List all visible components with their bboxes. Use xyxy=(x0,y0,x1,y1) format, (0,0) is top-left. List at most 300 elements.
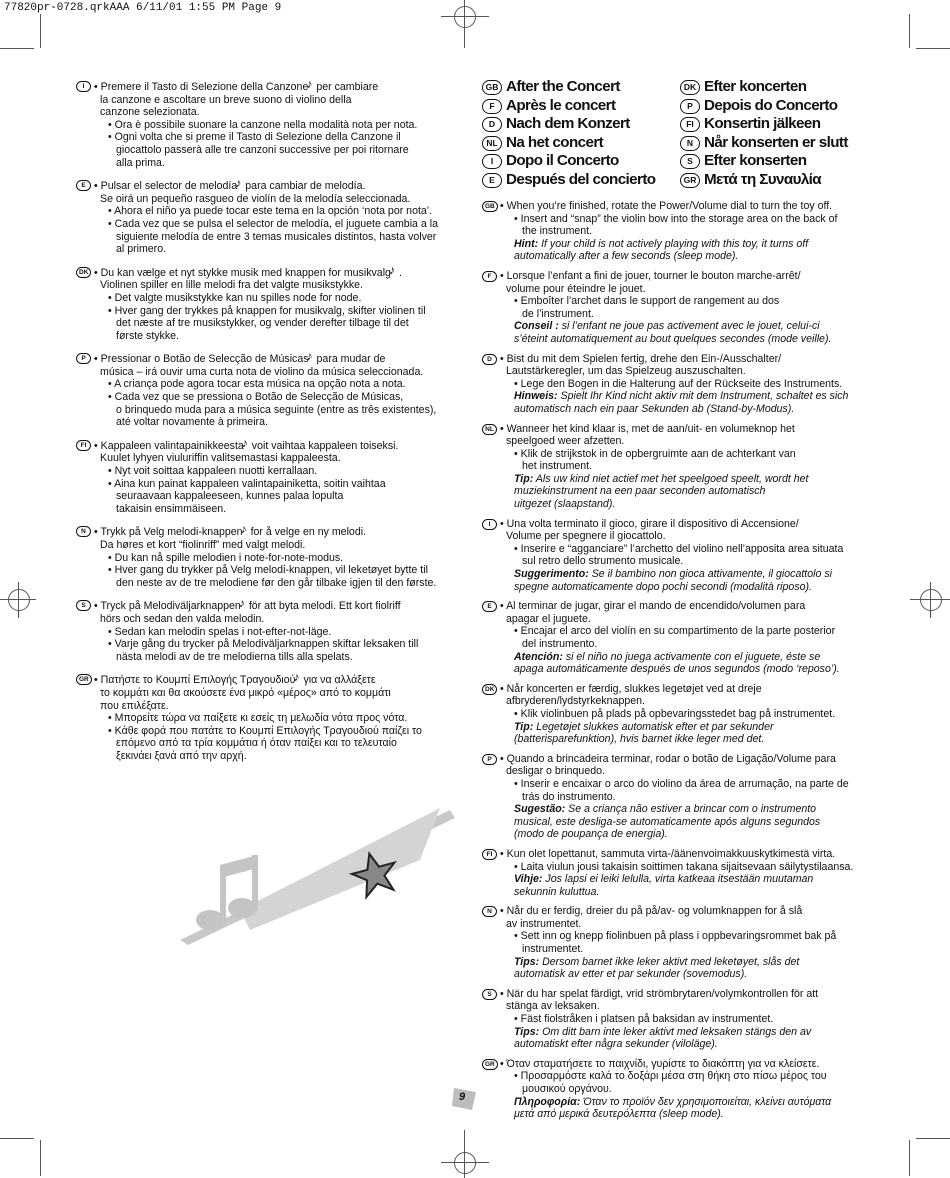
instruction-text: A criança pode agora tocar esta música na opção nota a nota. xyxy=(114,378,406,391)
heading-title: Après le concert xyxy=(506,96,616,114)
hint-line xyxy=(500,721,877,734)
instruction-line: που επιλέξατε. xyxy=(100,699,169,712)
page-number xyxy=(450,1086,478,1112)
instruction-text: Sedan kan melodin spelas i not-efter-not-läge. xyxy=(114,625,332,638)
hint-line xyxy=(500,968,877,981)
heading-row xyxy=(482,134,655,153)
instruction-text: seuraavaan kappaleeseen, kunnes palaa lopulta xyxy=(116,490,344,503)
bullet: • xyxy=(500,422,507,435)
bullet-line xyxy=(94,205,456,218)
bullet: • xyxy=(500,682,507,695)
instruction-line: canzone selezionata. xyxy=(100,106,200,119)
instruction-line: το κομμάτι και θα ακούσετε ένα μικρό «μέρος» από το κομμάτι xyxy=(100,686,391,699)
instruction-text: Trykk på Velg melodi-knappen xyxy=(100,526,243,539)
bullet-continuation xyxy=(94,503,456,516)
bullet: • xyxy=(514,1070,521,1083)
instruction-text: för att byta melodi. Ett kort fiolriff xyxy=(248,600,401,613)
instruction-first-line: • Kappaleen valintapainikkeesta♪ voit vaihtaa kappaleen toiseksi. xyxy=(94,435,399,452)
heading-title: After the Concert xyxy=(506,78,620,95)
language-badge: GR xyxy=(76,674,92,685)
bullet-line xyxy=(94,564,456,577)
instruction-section xyxy=(482,1058,877,1121)
bullet: • xyxy=(108,465,115,478)
bullet-line xyxy=(94,626,456,639)
bullet-line xyxy=(94,391,456,404)
language-badge: P xyxy=(76,353,91,364)
instruction-text: Pressionar o Botão de Selecção de Músicas xyxy=(100,353,309,366)
heading-row xyxy=(482,115,655,134)
language-badge: GB xyxy=(482,80,502,95)
hint-text: spegne automaticamente dopo pochi secondi (modalità riposo). xyxy=(514,580,812,593)
bullet-line xyxy=(94,465,456,478)
bullet: • xyxy=(94,180,101,193)
bullet-continuation xyxy=(94,651,456,664)
instruction-first-line: • Trykk på Velg melodi-knappen♪ for å velge en ny melodi. xyxy=(94,522,367,539)
bullet: • xyxy=(108,131,115,144)
hint-line xyxy=(500,873,877,886)
bullet-line xyxy=(94,119,456,132)
hint-text: si l’enfant ne joue pas activement avec le jouet, celui-ci xyxy=(561,320,820,333)
bullet-continuation xyxy=(94,330,456,343)
instruction-line: Se oirá un pequeño rasgueo de violín de la melodía seleccionada. xyxy=(100,192,411,205)
hint-text: automatisch nach ein paar Sekunden ab (Stand-by-Modus). xyxy=(514,402,795,415)
bullet: • xyxy=(500,752,507,765)
heading-title: Nach dem Konzert xyxy=(506,115,630,133)
heading-row xyxy=(680,171,848,190)
instruction-text: μουσικού οργάνου. xyxy=(522,1083,612,1095)
instruction-text: Inserir e encaixar o arco do violino da área de arrumação, na parte de xyxy=(520,777,849,790)
bullet-continuation xyxy=(500,1083,877,1096)
instruction-text: Al terminar de jugar, girar el mando de encendido/volumen para xyxy=(506,600,806,613)
instruction-text: Du kan vælge et nyt stykke musik med knappen for musikvalg xyxy=(100,266,391,279)
instruction-text: Det valgte musikstykke kan nu spilles node for node. xyxy=(114,291,362,304)
instruction-text: per cambiare xyxy=(316,81,379,93)
instruction-text: Lege den Bogen in die Halterung auf der Rückseite des Instruments. xyxy=(520,377,843,390)
instruction-text: Ahora el niño ya puede tocar este tema en la opción ‘nota por nota’. xyxy=(114,205,433,218)
instruction-text: Klik violinbuen på plads på opbevaringsstedet bag på instrumentet. xyxy=(520,707,836,720)
bullet: • xyxy=(514,212,521,225)
page-number-text: 9 xyxy=(459,1091,466,1103)
instruction-text: για να αλλάξετε xyxy=(303,674,376,687)
hint-line xyxy=(500,1096,877,1109)
hint-label: Hinweis: xyxy=(514,390,558,403)
heading-title: Efter konserten xyxy=(704,152,807,170)
instruction-text: Sett inn og knepp fiolinbuen på plass i oppbevaringsrommet bak på xyxy=(520,930,837,943)
hint-label: Atención: xyxy=(514,650,563,663)
bullet-line xyxy=(94,638,456,651)
bullet-line xyxy=(500,295,877,308)
heading-row xyxy=(680,134,848,153)
instruction-line: la canzone e ascoltare un breve suono di violino della xyxy=(100,93,352,106)
trim-mark xyxy=(40,1140,41,1176)
instruction-text: para cambiar de melodía. xyxy=(245,180,366,193)
heading-title: Når konserten er slutt xyxy=(704,133,848,151)
bullet-line xyxy=(500,543,877,556)
instruction-text: siguiente melodía de entre 3 temas musicales distintos, hasta volver xyxy=(116,230,437,243)
instruction-first-line xyxy=(500,200,877,213)
hint-text: Legetøjet slukkes automatisk efter et par sekunder xyxy=(536,720,774,733)
instruction-text: Ogni volta che si preme il Tasto di Selezione della Canzone il xyxy=(114,131,401,144)
instruction-text: Όταν σταματήσετε το παιχνίδι, γυρίστε το διακόπτη για να κλείσετε. xyxy=(506,1057,820,1070)
hint-line xyxy=(500,485,877,498)
heading-row xyxy=(482,171,655,190)
instruction-text: When you’re finished, rotate the Power/Volume dial to turn the toy off. xyxy=(506,200,833,212)
bullet-line xyxy=(94,712,456,725)
heading-row xyxy=(482,97,655,116)
instruction-text: Cada vez que se pulsa el selector de melodía, el juguete cambia a la xyxy=(114,217,438,230)
bullet-line xyxy=(94,378,456,391)
bullet-line xyxy=(94,218,456,231)
bullet: • xyxy=(94,266,101,279)
bullet: • xyxy=(514,777,521,790)
instruction-text: Quando a brincadeira terminar, rodar o botão de Ligação/Volume para xyxy=(506,752,836,765)
instruction-text: o brinquedo muda para a música seguinte (entre as três existentes), xyxy=(116,403,437,416)
hint-text: (modo de poupança de energia). xyxy=(514,828,668,841)
instruction-text: Aina kun painat kappaleen valintapainiketta, soitin vaihtaa xyxy=(114,477,386,490)
instruction-line: speelgoed weer afzetten. xyxy=(506,435,625,448)
instruction-line: volume pour éteindre le jouet. xyxy=(506,282,646,295)
hint-label: Tips: xyxy=(514,1025,540,1038)
bullet: • xyxy=(500,200,507,212)
instruction-first-line xyxy=(500,848,877,861)
hint-line xyxy=(500,663,877,676)
language-badge: DK xyxy=(680,80,700,95)
hint-line xyxy=(500,581,877,594)
bullet: • xyxy=(108,551,115,564)
bullet-line xyxy=(500,213,877,226)
instruction-text: Una volta terminato il gioco, girare il dispositivo di Accensione/ xyxy=(506,517,799,530)
instruction-first-line xyxy=(500,518,877,531)
language-badge: S xyxy=(76,600,91,611)
hint-label: Vihje: xyxy=(514,873,543,886)
bullet: • xyxy=(108,391,115,404)
bullet: • xyxy=(108,625,115,638)
hint-text: uitgezet (slaapstand). xyxy=(514,498,616,511)
hint-text: Spielt Ihr Kind nicht aktiv mit dem Instrument, schaltet es sich xyxy=(560,390,849,403)
instruction-section xyxy=(76,262,456,343)
bullet-continuation xyxy=(94,490,456,503)
bullet: • xyxy=(108,291,115,304)
instruction-section xyxy=(482,683,877,746)
bullet: • xyxy=(108,712,115,725)
instruction-text: Klik de strijkstok in de opbergruimte aan de achterkant van xyxy=(520,447,796,460)
hint-text: musical, este desliga-se automaticamente após alguns segundos xyxy=(514,815,821,828)
bullet-line xyxy=(94,725,456,738)
bullet-continuation xyxy=(94,317,456,330)
hint-text: If your child is not actively playing with this toy, it turns off xyxy=(541,237,809,250)
bullet-line xyxy=(94,292,456,305)
hint-line xyxy=(500,1038,877,1051)
bullet-continuation xyxy=(500,791,877,804)
instruction-text: Når koncerten er færdig, slukkes legetøjet ved at dreje xyxy=(506,682,762,695)
hint-line xyxy=(500,956,877,969)
hint-line xyxy=(500,238,877,251)
hint-line xyxy=(500,403,877,416)
instruction-first-line: • Tryck på Melodiväljarknappen♪ för att byta melodi. Ett kort fiolriff xyxy=(94,596,401,613)
bullet-continuation xyxy=(94,231,456,244)
bullet: • xyxy=(500,352,507,365)
instruction-section xyxy=(482,518,877,594)
heading-title: Efter koncerten xyxy=(704,78,807,95)
hint-text: Se il bambino non gioca attivamente, il giocattolo si xyxy=(591,568,832,581)
heading-row xyxy=(680,115,848,134)
heading-row xyxy=(482,152,655,171)
instruction-text: del instrumento. xyxy=(522,638,598,650)
language-badge: GB xyxy=(482,201,498,212)
instruction-line: stänga av leksaken. xyxy=(506,1000,600,1013)
hint-line xyxy=(500,803,877,816)
bullet: • xyxy=(514,377,521,390)
instruction-first-line: • Pressionar o Botão de Selecção de Músicas♪ para mudar de xyxy=(94,349,386,366)
bullet: • xyxy=(94,526,101,539)
language-badge: I xyxy=(76,81,91,92)
instruction-line: Volume per spegnere il giocattolo. xyxy=(506,530,666,543)
hint-label: Tips: xyxy=(514,955,540,968)
trim-mark xyxy=(909,14,910,48)
instruction-text: até voltar novamente à primeira. xyxy=(116,416,268,429)
hint-label: Πληροφορία: xyxy=(514,1095,581,1108)
instruction-text: Encajar el arco del violín en su compartimento de la parte posterior xyxy=(520,625,836,638)
language-badge: E xyxy=(482,601,497,612)
instruction-text: Laita viulun jousi takaisin soittimen takana sijaitsevaan säilytystilaansa. xyxy=(520,860,854,873)
trim-mark xyxy=(0,1138,34,1139)
hint-label: Sugestão: xyxy=(514,803,566,816)
bullet: • xyxy=(514,1013,521,1026)
instruction-text: Cada vez que se pressiona o Botão de Selecção de Músicas, xyxy=(114,391,404,404)
instruction-line: Kuulet lyhyen viuluriffin valitsemastasi kappaleesta. xyxy=(100,452,341,465)
language-badge: DK xyxy=(76,267,91,278)
heading-title: Después del concierto xyxy=(506,170,656,188)
bullet: • xyxy=(500,847,507,860)
language-badge: FI xyxy=(76,440,91,451)
instruction-section xyxy=(76,670,456,762)
instruction-section xyxy=(482,353,877,416)
bullet: • xyxy=(108,564,115,577)
hint-text: muziekinstrument na een paar seconden automatisch xyxy=(514,485,766,498)
instruction-section xyxy=(482,905,877,981)
language-badge: N xyxy=(76,526,91,537)
bullet: • xyxy=(514,707,521,720)
instruction-text: επόμενο από τα τρία κομμάτια ή όταν παίξει και το τελευταίο xyxy=(116,737,397,750)
instruction-text: Ora è possibile suonare la canzone nella modalità nota per nota. xyxy=(114,118,418,131)
bullet: • xyxy=(514,542,521,555)
hint-line xyxy=(500,568,877,581)
instruction-first-line: • Πατήστε το Κουμπί Επιλογής Τραγουδιού♪ για να αλλάξετε xyxy=(94,670,376,687)
language-badge: FI xyxy=(680,117,700,132)
hint-line xyxy=(500,1026,877,1039)
bullet-line xyxy=(500,1070,877,1083)
bullet: • xyxy=(500,269,507,282)
instruction-text: Προσαρμόστε καλά το δοξάρι μέσα στη θήκη στο πίσω μέρος του xyxy=(520,1070,827,1083)
instruction-text: Du kan nå spille melodien i note-for-note-modus. xyxy=(114,551,344,564)
hint-line xyxy=(500,733,877,746)
instruction-section xyxy=(76,77,456,169)
bullet: • xyxy=(500,1057,507,1070)
language-badge: D xyxy=(482,354,497,365)
bullet-line xyxy=(500,448,877,461)
hint-line xyxy=(500,886,877,899)
instruction-first-line xyxy=(500,353,877,366)
right-column xyxy=(482,200,877,1128)
hint-line xyxy=(500,651,877,664)
bullet-line xyxy=(94,305,456,318)
language-badge: GR xyxy=(680,173,700,188)
hint-text: (batterisparefunktion), hvis barnet ikke leger med det. xyxy=(514,733,765,746)
instruction-text: nästa melodi av de tre melodierna tills alla spelats. xyxy=(116,650,353,663)
heading-row xyxy=(680,97,848,116)
instruction-text: Wanneer het kind klaar is, met de aan/uit- en volumeknop het xyxy=(506,422,795,435)
bullet-line xyxy=(94,131,456,144)
instruction-section xyxy=(482,753,877,841)
instruction-text: Inserire e “agganciare” l’archetto del violino nell’apposita area situata xyxy=(520,542,844,555)
instruction-text: for å velge en ny melodi. xyxy=(250,526,367,539)
hint-line xyxy=(500,333,877,346)
instruction-text: Bist du mit dem Spielen fertig, drehe den Ein-/Ausschalter/ xyxy=(506,352,782,365)
bullet-continuation xyxy=(500,225,877,238)
bullet: • xyxy=(514,295,521,308)
registration-mark-left xyxy=(0,580,40,620)
instruction-text: para mudar de xyxy=(316,353,386,366)
bullet: • xyxy=(94,600,101,613)
heading-title: Dopo il Concerto xyxy=(506,152,619,170)
bullet-continuation xyxy=(94,416,456,429)
instruction-line: av instrumentet. xyxy=(506,917,582,930)
hint-text: apaga automáticamente después de unos segundos (modo ‘reposo’). xyxy=(514,663,840,676)
instruction-line: Da høres et kort “fiolinriff” med valgt melodi. xyxy=(100,539,306,551)
instruction-text: Μπορείτε τώρα να παίξετε κι εσείς τη μελωδία νότα προς νότα. xyxy=(114,712,408,725)
instruction-text: Premere il Tasto di Selezione della Canzone xyxy=(100,81,309,93)
hint-label: Hint: xyxy=(514,237,539,250)
bullet-line xyxy=(500,861,877,874)
instruction-section xyxy=(482,988,877,1051)
bullet-continuation xyxy=(94,404,456,417)
instruction-line: desligar o brinquedo. xyxy=(506,765,605,778)
hint-text: automatically after a few seconds (sleep mode). xyxy=(514,250,739,263)
instruction-text: Emboîter l’archet dans le support de rangement au dos xyxy=(520,295,780,308)
instruction-first-line: • Premere il Tasto di Selezione della Canzone♪ per cambiare xyxy=(94,77,379,93)
bullet: • xyxy=(500,905,507,918)
bullet: • xyxy=(94,674,101,687)
bullet: • xyxy=(94,81,101,93)
instruction-text: det næste af tre musikstykker, og vender derefter tilbage til det xyxy=(116,317,409,330)
heading-row xyxy=(482,78,655,97)
left-column xyxy=(76,77,456,773)
bullet: • xyxy=(108,217,115,230)
instruction-first-line xyxy=(500,753,877,766)
language-badge: D xyxy=(482,117,502,132)
instruction-text: Tryck på Melodiväljarknappen xyxy=(100,600,241,613)
hint-text: μετά από μερικά δευτερόλεπτα (sleep mode). xyxy=(514,1108,724,1121)
instruction-text: Pulsar el selector de melodía xyxy=(100,180,238,193)
hint-line xyxy=(500,473,877,486)
language-badge: N xyxy=(680,136,700,151)
instruction-text: Κάθε φορά που πατάτε το Κουμπί Επιλογής Τραγουδιού παίζει το xyxy=(114,724,422,737)
bullet-continuation xyxy=(500,460,877,473)
bullet-line xyxy=(94,552,456,565)
heading-title: Na het concert xyxy=(506,133,604,151)
language-badge: N xyxy=(482,906,497,917)
registration-mark-top xyxy=(437,0,493,56)
instruction-first-line xyxy=(500,270,877,283)
instruction-text: Varje gång du trycker på Melodiväljarknappen skiftar leksaken till xyxy=(114,638,419,651)
hint-text: automatiskt efter några sekunder (viloläge). xyxy=(514,1038,718,1051)
hint-text: automatisk av etter et par sekunder (sovemodus). xyxy=(514,968,748,981)
instruction-section xyxy=(76,176,456,256)
instruction-text: Kun olet lopettanut, sammuta virta-/äänenvoimakkuuskytkimestä virta. xyxy=(506,847,836,860)
heading-row xyxy=(680,78,848,97)
registration-mark-bottom xyxy=(437,1130,493,1178)
hint-text: sekunnin kuluttua. xyxy=(514,885,600,898)
music-note-and-star-illustration xyxy=(180,800,460,945)
bullet: • xyxy=(94,439,101,452)
bullet: • xyxy=(514,625,521,638)
instruction-text: Nyt voit soittaa kappaleen nuotti kerrallaan. xyxy=(114,465,318,478)
instruction-line: música – irá ouvir uma curta nota de violino da música seleccionada. xyxy=(100,365,424,378)
instruction-text: Hver gang der trykkes på knappen for musikvalg, skifter violinen til xyxy=(114,304,426,317)
bullet: • xyxy=(500,987,507,1000)
bullet-continuation xyxy=(500,638,877,651)
instruction-section xyxy=(482,423,877,511)
instruction-text: Hver gang du trykker på Velg melodi-knappen, vil leketøyet bytte til xyxy=(114,564,428,577)
bullet: • xyxy=(108,724,115,737)
bullet-continuation xyxy=(94,737,456,750)
instruction-text: trás do instrumento. xyxy=(522,790,616,803)
bullet: • xyxy=(108,205,115,218)
hint-text: Jos lapsi ei leiki lelulla, virta katkeaa itsestään muutaman xyxy=(545,873,814,886)
hint-text: si el niño no juega activamente con el juguete, éste se xyxy=(565,650,821,663)
heading-title: Konsertin jälkeen xyxy=(704,115,821,133)
language-badge: NL xyxy=(482,136,502,151)
instruction-text: instrumentet. xyxy=(522,943,584,956)
language-badge: S xyxy=(482,989,497,1000)
bullet: • xyxy=(514,930,521,943)
instruction-text: takaisin ensimmäiseen. xyxy=(116,502,227,515)
bullet-line xyxy=(500,378,877,391)
hint-line xyxy=(500,498,877,511)
instruction-first-line xyxy=(500,988,877,1001)
instruction-text: al primero. xyxy=(116,243,167,256)
hint-label: Tip: xyxy=(514,720,534,733)
instruction-section xyxy=(76,522,456,589)
instruction-first-line: • Du kan vælge et nyt stykke musik med knappen for musikvalg♪ . xyxy=(94,262,402,279)
instruction-text: Lorsque l’enfant a fini de jouer, tourner le bouton marche-arrêt/ xyxy=(506,269,801,282)
bullet: • xyxy=(108,378,115,391)
bullet: • xyxy=(108,304,115,317)
language-badge: I xyxy=(482,154,502,169)
language-badge: GR xyxy=(482,1059,498,1070)
bullet-continuation xyxy=(500,943,877,956)
instruction-section xyxy=(482,600,877,676)
instruction-section xyxy=(482,270,877,346)
bullet-line xyxy=(500,1013,877,1026)
instruction-text: de l’instrument. xyxy=(522,307,594,320)
instruction-line: hörs och sedan den valda melodin. xyxy=(100,612,265,625)
instruction-text: ξεκινάει ξανά από την αρχή. xyxy=(116,749,247,762)
bullet-continuation xyxy=(500,308,877,321)
bullet-line xyxy=(94,478,456,491)
hint-text: s’éteint automatiquement au bout quelques secondes (mode veille). xyxy=(514,332,832,345)
instruction-text: het instrument. xyxy=(522,460,593,473)
instruction-text: sul retro dello strumento musicale. xyxy=(522,555,684,568)
instruction-first-line xyxy=(500,423,877,436)
heading-row xyxy=(680,152,848,171)
instruction-section xyxy=(76,435,456,516)
hint-line xyxy=(500,828,877,841)
heading-title: Μετά τη Συναυλία xyxy=(704,170,822,188)
hint-line xyxy=(500,816,877,829)
language-badge: P xyxy=(482,754,497,765)
trim-mark xyxy=(0,48,34,49)
